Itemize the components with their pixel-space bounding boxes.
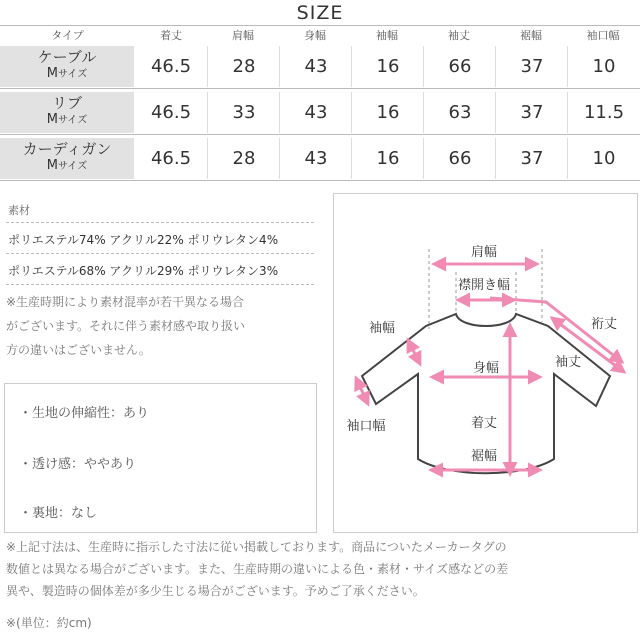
dashed-divider [6, 284, 314, 285]
footnote [6, 536, 636, 602]
table-cell: 10 [567, 138, 640, 179]
header-shoulder: 肩幅 [232, 29, 254, 42]
table-cell: 28 [207, 46, 280, 87]
row-type-name: ケーブル [37, 48, 97, 66]
note-line: がございます。それに伴う素材感や取り扱い [6, 319, 246, 333]
material-label: 素材 [8, 204, 30, 217]
table-cell: 33 [207, 92, 280, 133]
table-cell: 37 [495, 138, 568, 179]
row-size: M [46, 112, 58, 127]
table-cell: 11.5 [567, 92, 640, 133]
label-body-width: 身幅 [472, 361, 500, 376]
label-sleeve-length: 袖丈 [554, 355, 582, 370]
garment-diagram [334, 194, 637, 532]
header-cuff-width: 袖口幅 [586, 29, 620, 42]
note-line: ※生産時期により素材混率が若干異なる場合 [6, 295, 245, 309]
property-stretch: ・生地の伸縮性：あり [19, 406, 150, 421]
material-note [6, 290, 318, 362]
table-cell: 10 [567, 46, 640, 87]
label-hem: 裾幅 [470, 449, 498, 464]
footnote-line: 数値とは異なる場合がございます。また、生産時期の違いによる色・素材・サイズ感などの差 [6, 562, 509, 576]
divider [0, 25, 640, 26]
header-body-width: 身幅 [304, 29, 326, 42]
divider [0, 134, 640, 135]
unit-note: ※(単位：約cm) [6, 616, 92, 630]
table-cell: 43 [279, 92, 352, 133]
label-yuki: 裄丈 [590, 317, 618, 332]
note-line: 方の違いはございません。 [6, 343, 151, 357]
table-row [0, 138, 640, 179]
table-cell: 43 [279, 46, 352, 87]
table-cell: 46.5 [150, 56, 192, 77]
footnote-line: ※上記寸法は、生産時に指示した寸法に従い掲載しております。商品についたメーカータグの [6, 540, 507, 554]
table-cell: 37 [495, 46, 568, 87]
row-size-suffix: サイズ [58, 115, 88, 126]
table-cell: 28 [207, 138, 280, 179]
row-size-suffix: サイズ [58, 69, 88, 80]
table-cell: 46.5 [150, 148, 192, 169]
table-cell: 63 [423, 92, 496, 133]
table-cell: 16 [351, 46, 424, 87]
table-cell: 66 [423, 138, 496, 179]
row-type-name: カーディガン [22, 140, 112, 158]
header-sleeve-length: 袖丈 [448, 29, 470, 42]
divider [0, 180, 640, 181]
row-size: M [46, 66, 58, 81]
table-row [0, 46, 640, 87]
table-cell: 16 [351, 92, 424, 133]
footnote-line: 異や、製造時の個体差が多少生じる場合がございます。予めご了承ください。 [6, 584, 425, 598]
header-hem-width: 裾幅 [520, 29, 542, 42]
row-type-label [0, 138, 134, 179]
row-type-label [0, 92, 134, 133]
table-row [0, 92, 640, 133]
row-size-suffix: サイズ [58, 161, 88, 172]
divider [0, 88, 640, 89]
table-cell: 16 [351, 138, 424, 179]
dashed-divider [6, 253, 314, 254]
dashed-divider [6, 222, 314, 223]
material-line: ポリエステル74% アクリル22% ポリウレタン4% [8, 233, 279, 247]
label-neck: 襟開き幅 [457, 278, 511, 293]
row-type-label [0, 46, 134, 87]
property-sheerness: ・透け感：ややあり [19, 457, 137, 472]
property-lining: ・裏地：なし [19, 506, 98, 521]
table-cell: 46.5 [150, 102, 192, 123]
row-type-name: リブ [51, 94, 82, 112]
label-shoulder: 肩幅 [470, 245, 498, 260]
fabric-properties-box [4, 383, 317, 533]
label-length: 着丈 [470, 416, 498, 431]
table-cell: 43 [279, 138, 352, 179]
table-cell: 37 [495, 92, 568, 133]
header-type: タイプ [51, 29, 84, 42]
label-sleeve-width: 袖幅 [368, 321, 396, 336]
header-length: 着丈 [160, 29, 182, 42]
page-title: SIZE [296, 2, 344, 24]
table-cell: 66 [423, 46, 496, 87]
label-cuff: 袖口幅 [346, 419, 386, 434]
measurement-diagram [333, 193, 638, 533]
row-size: M [46, 158, 58, 173]
material-line: ポリエステル68% アクリル29% ポリウレタン3% [8, 264, 279, 278]
header-sleeve-width: 袖幅 [376, 29, 398, 42]
